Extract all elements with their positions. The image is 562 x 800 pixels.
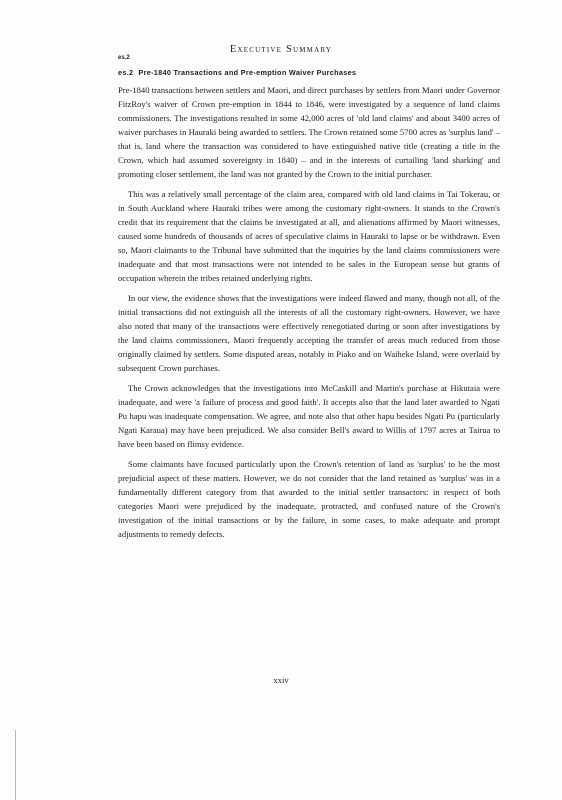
paragraph: The Crown acknowledges that the investigations into McCaskill and Martin's purchase at Hikutaia were inadequate, and were 'a failure of process and good faith'. It accepts also that the land later awarded to Ngati Pu hapu was inadequate compensation. We agree, and note also that other hapu besides Ngati Pu (particularly Ngati Karaua) may have been prejudiced. We also consider Bell's award to Willis of 1797 acres at Tairua to have been based on flimsy evidence.	[118, 383, 500, 449]
section-number: es.2	[118, 68, 134, 77]
body-text	[118, 83, 500, 547]
scan-edge-line	[15, 730, 16, 800]
section-code-marker: es.2	[118, 55, 130, 61]
running-head: Executive Summary	[229, 44, 333, 55]
section-heading	[118, 68, 498, 77]
paragraph: This was a relatively small percentage of the claim area, compared with old land claims in Tai Tokerau, or in South Auckland where Hauraki tribes were among the customary right-owners. It stands to the Crown's credit that its requirement that the claims be investigated at all, and alienations affirmed by Maori witnesses, caused some hundreds of thousands of acres of speculative claims in Hauraki to lapse or be withdrawn. Even so, Maori claimants to the Tribunal have submitted that the inquiries by the land claims commissioners were inadequate and that most transactions were not intended to be sales in the European sense but grants of occupation wherein the tribes retained underlying rights.	[118, 189, 500, 283]
page-number: xxiv	[273, 675, 289, 685]
section-title: Pre-1840 Transactions and Pre-emption Waiver Purchases	[138, 68, 357, 77]
paragraph: In our view, the evidence shows that the investigations were indeed flawed and many, though not all, of the initial transactions did not extinguish all the interests of all the customary right-owners. However, we have also noted that many of the transactions were effectively renegotiated during or soon after investigations by the land claims commissioners, Maori frequently accepting the transfer of areas much reduced from those originally claimed by settlers. Some disputed areas, notably in Piako and on Waiheke Island, were overlaid by subsequent Crown purchases.	[118, 293, 500, 373]
paragraph: Some claimants have focused particularly upon the Crown's retention of land as 'surplus' to be the most prejudicial aspect of these matters. However, we do not consider that the land retained as 'surplus' was in a fundamentally different category from that awarded to the initial settler transactors: in respect of both categories Maori were prejudiced by the inadequate, protracted, and confused nature of the Crown's investigation of the initial transactions or by the failure, in some cases, to make adequate and prompt adjustments to remedy defects.	[118, 459, 500, 539]
paragraph: Pre-1840 transactions between settlers and Maori, and direct purchases by settlers from Maori under Governor FitzRoy's waiver of Crown pre-emption in 1844 to 1846, were investigated by a sequence of land claims commissioners. The investigations resulted in some 42,000 acres of 'old land claims' and about 3400 acres of waiver purchases in Hauraki being awarded to settlers. The Crown retained some 5700 acres as 'surplus land' – that is, land where the transaction was considered to have extinguished native title (creating a title in the Crown, which had assumed sovereignty in 1840) – and in the interests of curtailing 'land sharking' and promoting closer settlement, the land was not granted by the Crown to the initial purchaser.	[118, 85, 500, 179]
